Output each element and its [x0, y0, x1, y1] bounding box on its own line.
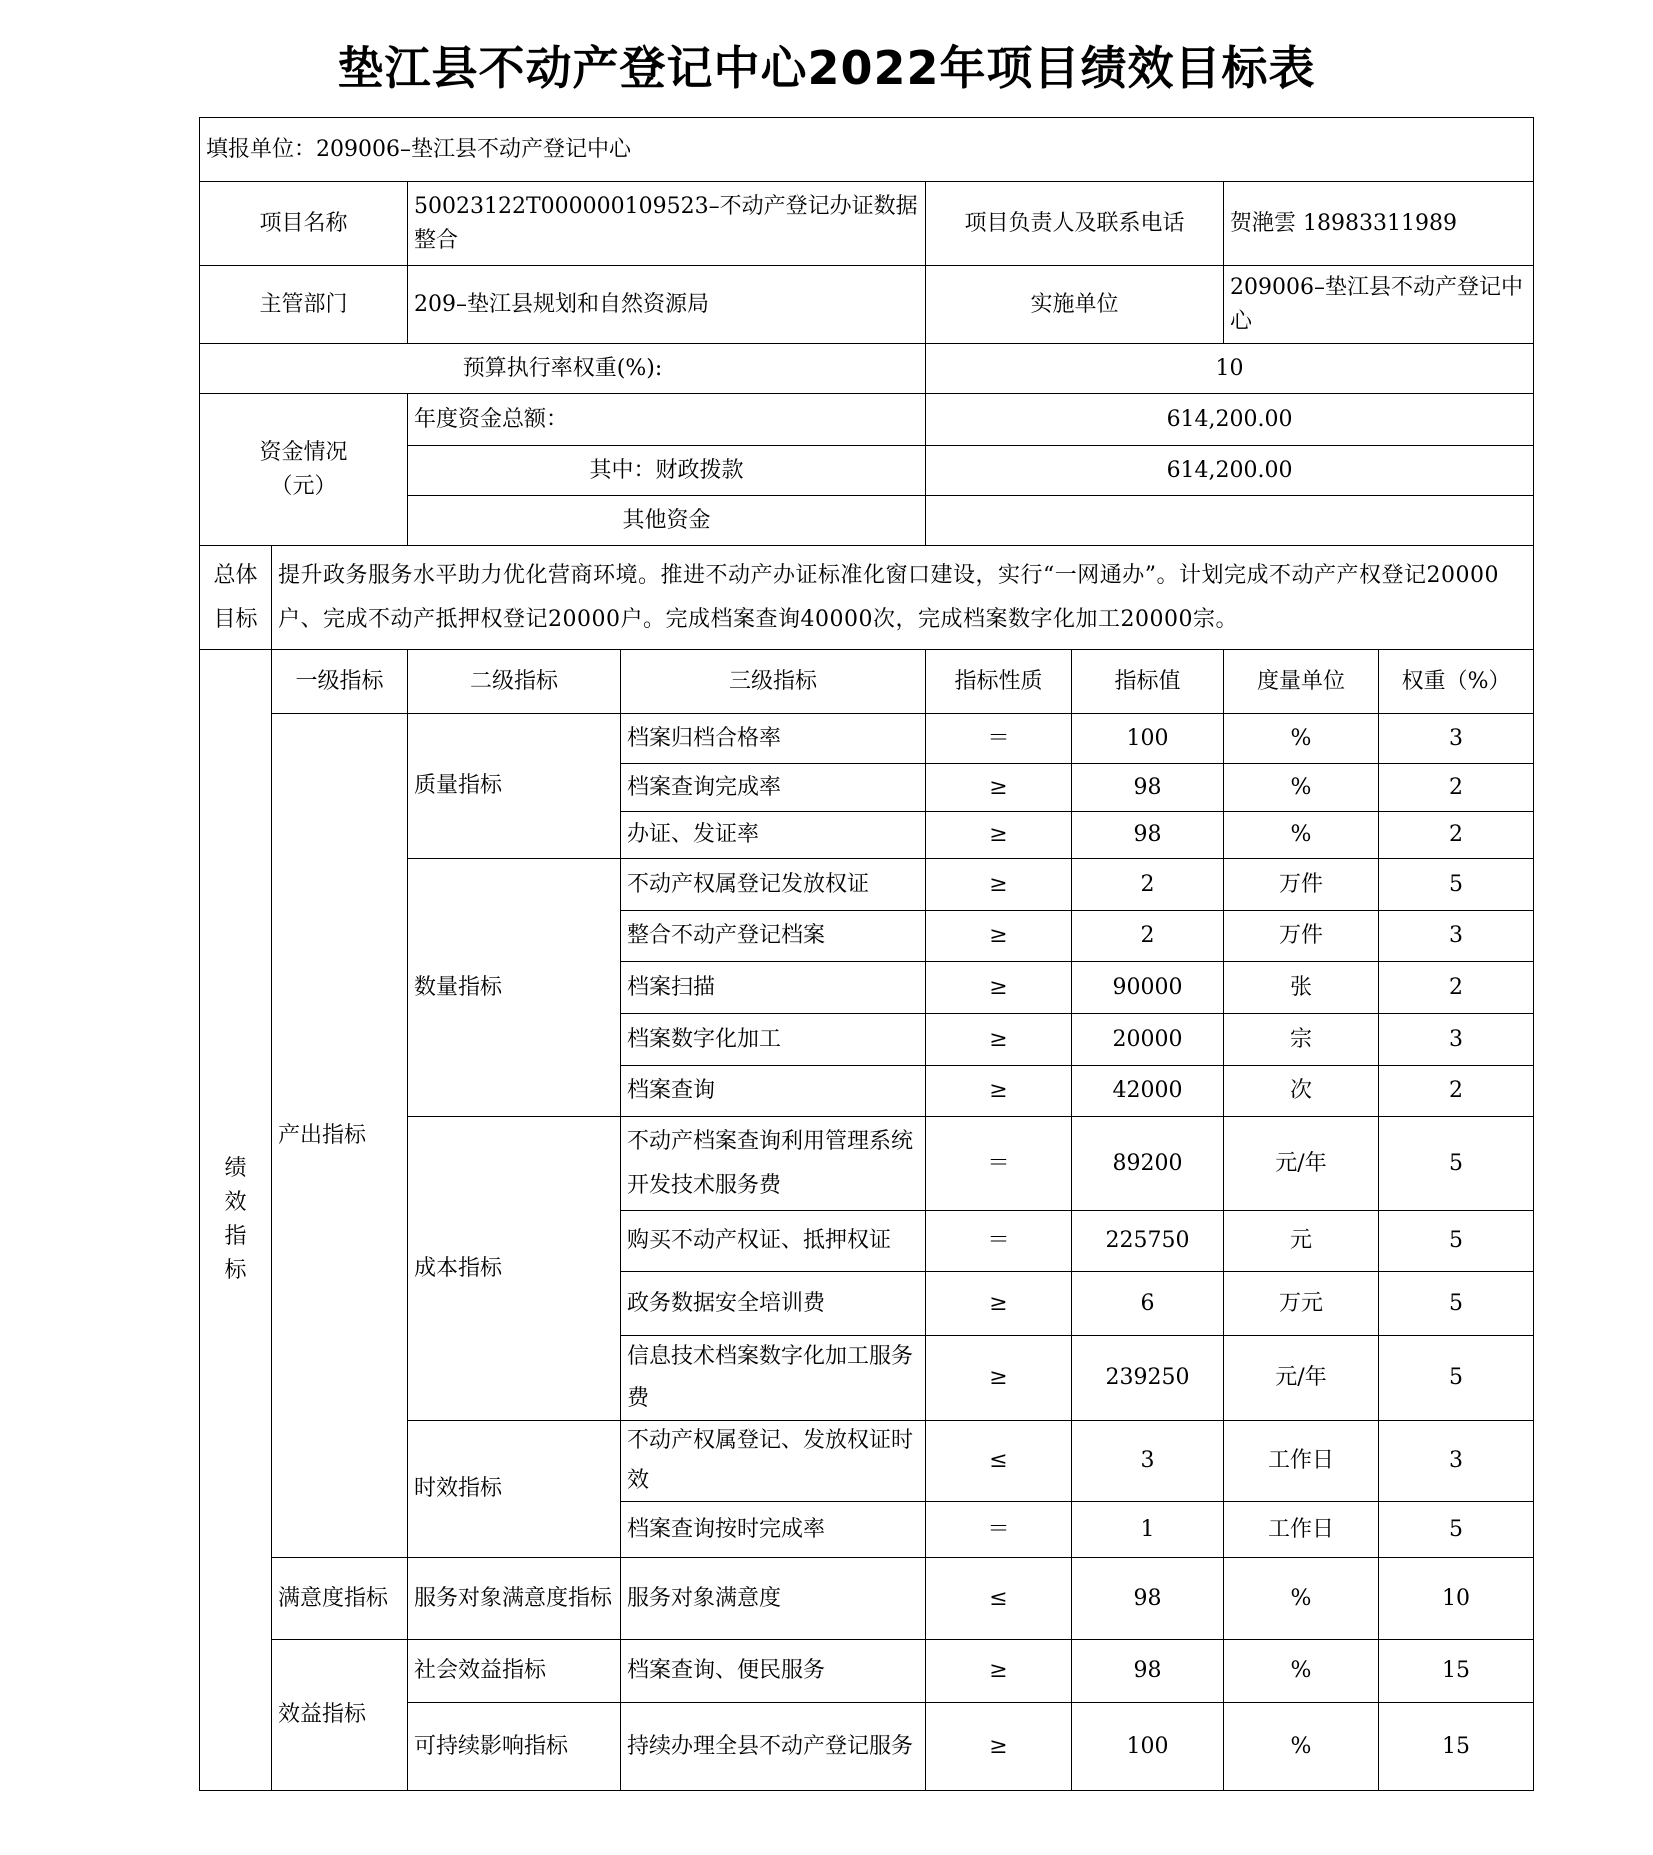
indicator-weight: 5 [1379, 1272, 1534, 1336]
indicator-name: 信息技术档案数字化加工服务费 [621, 1336, 926, 1421]
table-row [200, 1640, 1534, 1703]
indicator-nature: ＝ [926, 714, 1072, 764]
indicator-value: 90000 [1072, 962, 1224, 1014]
indicator-unit: % [1224, 1640, 1379, 1703]
impl-value: 209006–垫江县不动产登记中心 [1224, 266, 1534, 344]
indicator-unit: % [1224, 714, 1379, 764]
indicator-name: 档案查询、便民服务 [621, 1640, 926, 1703]
level2-social: 社会效益指标 [408, 1640, 621, 1703]
indicator-unit: 元/年 [1224, 1336, 1379, 1421]
indicator-weight: 3 [1379, 1421, 1534, 1502]
indicator-name: 购买不动产权证、抵押权证 [621, 1211, 926, 1272]
indicator-nature: ≤ [926, 1421, 1072, 1502]
col-header-level3: 三级指标 [621, 650, 926, 714]
annual-total-label: 年度资金总额： [408, 394, 926, 446]
indicator-value: 225750 [1072, 1211, 1224, 1272]
indicator-unit: 万件 [1224, 911, 1379, 962]
perf-side-char: 绩 [224, 1156, 247, 1181]
indicator-weight: 3 [1379, 714, 1534, 764]
indicator-unit: 万件 [1224, 859, 1379, 911]
indicator-weight: 5 [1379, 1502, 1534, 1558]
indicator-nature: ≥ [926, 859, 1072, 911]
col-header-nature: 指标性质 [926, 650, 1072, 714]
indicator-weight: 10 [1379, 1558, 1534, 1640]
dept-value: 209–垫江县规划和自然资源局 [408, 266, 926, 344]
indicator-unit: 元 [1224, 1211, 1379, 1272]
perf-side-char: 标 [224, 1258, 247, 1283]
indicator-nature: ≥ [926, 1336, 1072, 1421]
goal-label [200, 546, 272, 650]
perf-side-char: 效 [224, 1190, 247, 1215]
indicator-name: 档案扫描 [621, 962, 926, 1014]
fill-unit: 填报单位：209006–垫江县不动产登记中心 [200, 118, 1534, 182]
perf-side-label [200, 650, 272, 1791]
project-name-value: 50023122T000000109523–不动产登记办证数据整合 [408, 182, 926, 266]
funds-label-line1: 资金情况 [259, 439, 348, 465]
funds-label [200, 394, 408, 546]
performance-target-table [199, 117, 1534, 1791]
goal-text: 提升政务服务水平助力优化营商环境。推进不动产办证标准化窗口建设，实行“一网通办”。计划完成不动产产权登记20000户、完成不动产抵押权登记20000户。完成档案查询40000次，完成档案数字化加工20000宗。 [272, 546, 1534, 650]
indicator-unit: 张 [1224, 962, 1379, 1014]
indicator-nature: ≥ [926, 1014, 1072, 1066]
indicator-value: 98 [1072, 812, 1224, 859]
indicator-name: 档案查询 [621, 1066, 926, 1117]
indicator-value: 20000 [1072, 1014, 1224, 1066]
indicator-name: 政务数据安全培训费 [621, 1272, 926, 1336]
indicator-nature: ＝ [926, 1211, 1072, 1272]
indicator-unit: % [1224, 812, 1379, 859]
fiscal-value: 614,200.00 [926, 446, 1534, 496]
indicator-weight: 2 [1379, 812, 1534, 859]
indicator-value: 42000 [1072, 1066, 1224, 1117]
indicator-value: 2 [1072, 859, 1224, 911]
indicator-nature: ≥ [926, 1703, 1072, 1791]
table-row [200, 714, 1534, 764]
indicator-value: 3 [1072, 1421, 1224, 1502]
indicator-nature: ≤ [926, 1558, 1072, 1640]
indicator-weight: 15 [1379, 1640, 1534, 1703]
indicator-value: 239250 [1072, 1336, 1224, 1421]
col-header-unit: 度量单位 [1224, 650, 1379, 714]
indicator-name: 整合不动产登记档案 [621, 911, 926, 962]
indicator-unit: 工作日 [1224, 1421, 1379, 1502]
indicator-name: 不动产权属登记发放权证 [621, 859, 926, 911]
table-row [200, 1558, 1534, 1640]
level2-sustainable: 可持续影响指标 [408, 1703, 621, 1791]
indicator-value: 100 [1072, 1703, 1224, 1791]
impl-label: 实施单位 [926, 266, 1224, 344]
indicator-name: 不动产档案查询利用管理系统开发技术服务费 [621, 1117, 926, 1211]
indicator-unit: % [1224, 1703, 1379, 1791]
manager-label: 项目负责人及联系电话 [926, 182, 1224, 266]
indicator-nature: ≥ [926, 1272, 1072, 1336]
indicator-value: 1 [1072, 1502, 1224, 1558]
indicator-nature: ＝ [926, 1502, 1072, 1558]
indicator-name: 档案查询按时完成率 [621, 1502, 926, 1558]
other-label: 其他资金 [408, 496, 926, 546]
indicator-unit: 元/年 [1224, 1117, 1379, 1211]
indicator-name: 档案查询完成率 [621, 764, 926, 812]
indicator-weight: 5 [1379, 1336, 1534, 1421]
indicator-nature: ≥ [926, 812, 1072, 859]
indicator-name: 持续办理全县不动产登记服务 [621, 1703, 926, 1791]
perf-side-char: 指 [224, 1224, 247, 1249]
indicator-nature: ＝ [926, 1117, 1072, 1211]
indicator-name: 服务对象满意度 [621, 1558, 926, 1640]
indicator-weight: 15 [1379, 1703, 1534, 1791]
other-value [926, 496, 1534, 546]
indicator-unit: 工作日 [1224, 1502, 1379, 1558]
indicator-value: 98 [1072, 764, 1224, 812]
indicator-unit: 次 [1224, 1066, 1379, 1117]
col-header-weight: 权重（%） [1379, 650, 1534, 714]
indicator-weight: 2 [1379, 962, 1534, 1014]
indicator-nature: ≥ [926, 962, 1072, 1014]
level2-timeliness: 时效指标 [408, 1421, 621, 1558]
manager-value: 贺滟雲 18983311989 [1224, 182, 1534, 266]
goal-label-line2: 目标 [213, 606, 258, 632]
project-name-label: 项目名称 [200, 182, 408, 266]
dept-label: 主管部门 [200, 266, 408, 344]
indicator-nature: ≥ [926, 1066, 1072, 1117]
page-title: 垫江县不动产登记中心2022年项目绩效目标表 [337, 41, 1316, 95]
budget-weight-value: 10 [926, 344, 1534, 394]
indicator-nature: ≥ [926, 764, 1072, 812]
level1-satisfaction: 满意度指标 [272, 1558, 408, 1640]
indicator-nature: ≥ [926, 1640, 1072, 1703]
indicator-nature: ≥ [926, 911, 1072, 962]
indicator-weight: 2 [1379, 764, 1534, 812]
level2-cost: 成本指标 [408, 1117, 621, 1421]
indicator-weight: 5 [1379, 1211, 1534, 1272]
indicator-value: 98 [1072, 1558, 1224, 1640]
level2-service-satisfaction: 服务对象满意度指标 [408, 1558, 621, 1640]
indicator-value: 100 [1072, 714, 1224, 764]
indicator-name: 办证、发证率 [621, 812, 926, 859]
indicator-weight: 2 [1379, 1066, 1534, 1117]
level1-output: 产出指标 [272, 714, 408, 1558]
funds-label-line2: （元） [270, 473, 337, 499]
indicator-name: 档案数字化加工 [621, 1014, 926, 1066]
indicator-weight: 5 [1379, 1117, 1534, 1211]
indicator-weight: 5 [1379, 859, 1534, 911]
indicator-unit: 万元 [1224, 1272, 1379, 1336]
indicator-value: 89200 [1072, 1117, 1224, 1211]
col-header-value: 指标值 [1072, 650, 1224, 714]
annual-total-value: 614,200.00 [926, 394, 1534, 446]
level1-benefit: 效益指标 [272, 1640, 408, 1791]
goal-label-line1: 总体 [213, 562, 258, 588]
indicator-value: 98 [1072, 1640, 1224, 1703]
col-header-level1: 一级指标 [272, 650, 408, 714]
indicator-unit: % [1224, 1558, 1379, 1640]
indicator-value: 6 [1072, 1272, 1224, 1336]
indicator-weight: 3 [1379, 1014, 1534, 1066]
indicator-value: 2 [1072, 911, 1224, 962]
level2-quantity: 数量指标 [408, 859, 621, 1117]
col-header-level2: 二级指标 [408, 650, 621, 714]
budget-weight-label: 预算执行率权重(%): [200, 344, 926, 394]
indicator-name: 档案归档合格率 [621, 714, 926, 764]
indicator-unit: % [1224, 764, 1379, 812]
level2-quality: 质量指标 [408, 714, 621, 859]
indicator-weight: 3 [1379, 911, 1534, 962]
fiscal-label: 其中：财政拨款 [408, 446, 926, 496]
indicator-unit: 宗 [1224, 1014, 1379, 1066]
indicator-name: 不动产权属登记、发放权证时效 [621, 1421, 926, 1502]
